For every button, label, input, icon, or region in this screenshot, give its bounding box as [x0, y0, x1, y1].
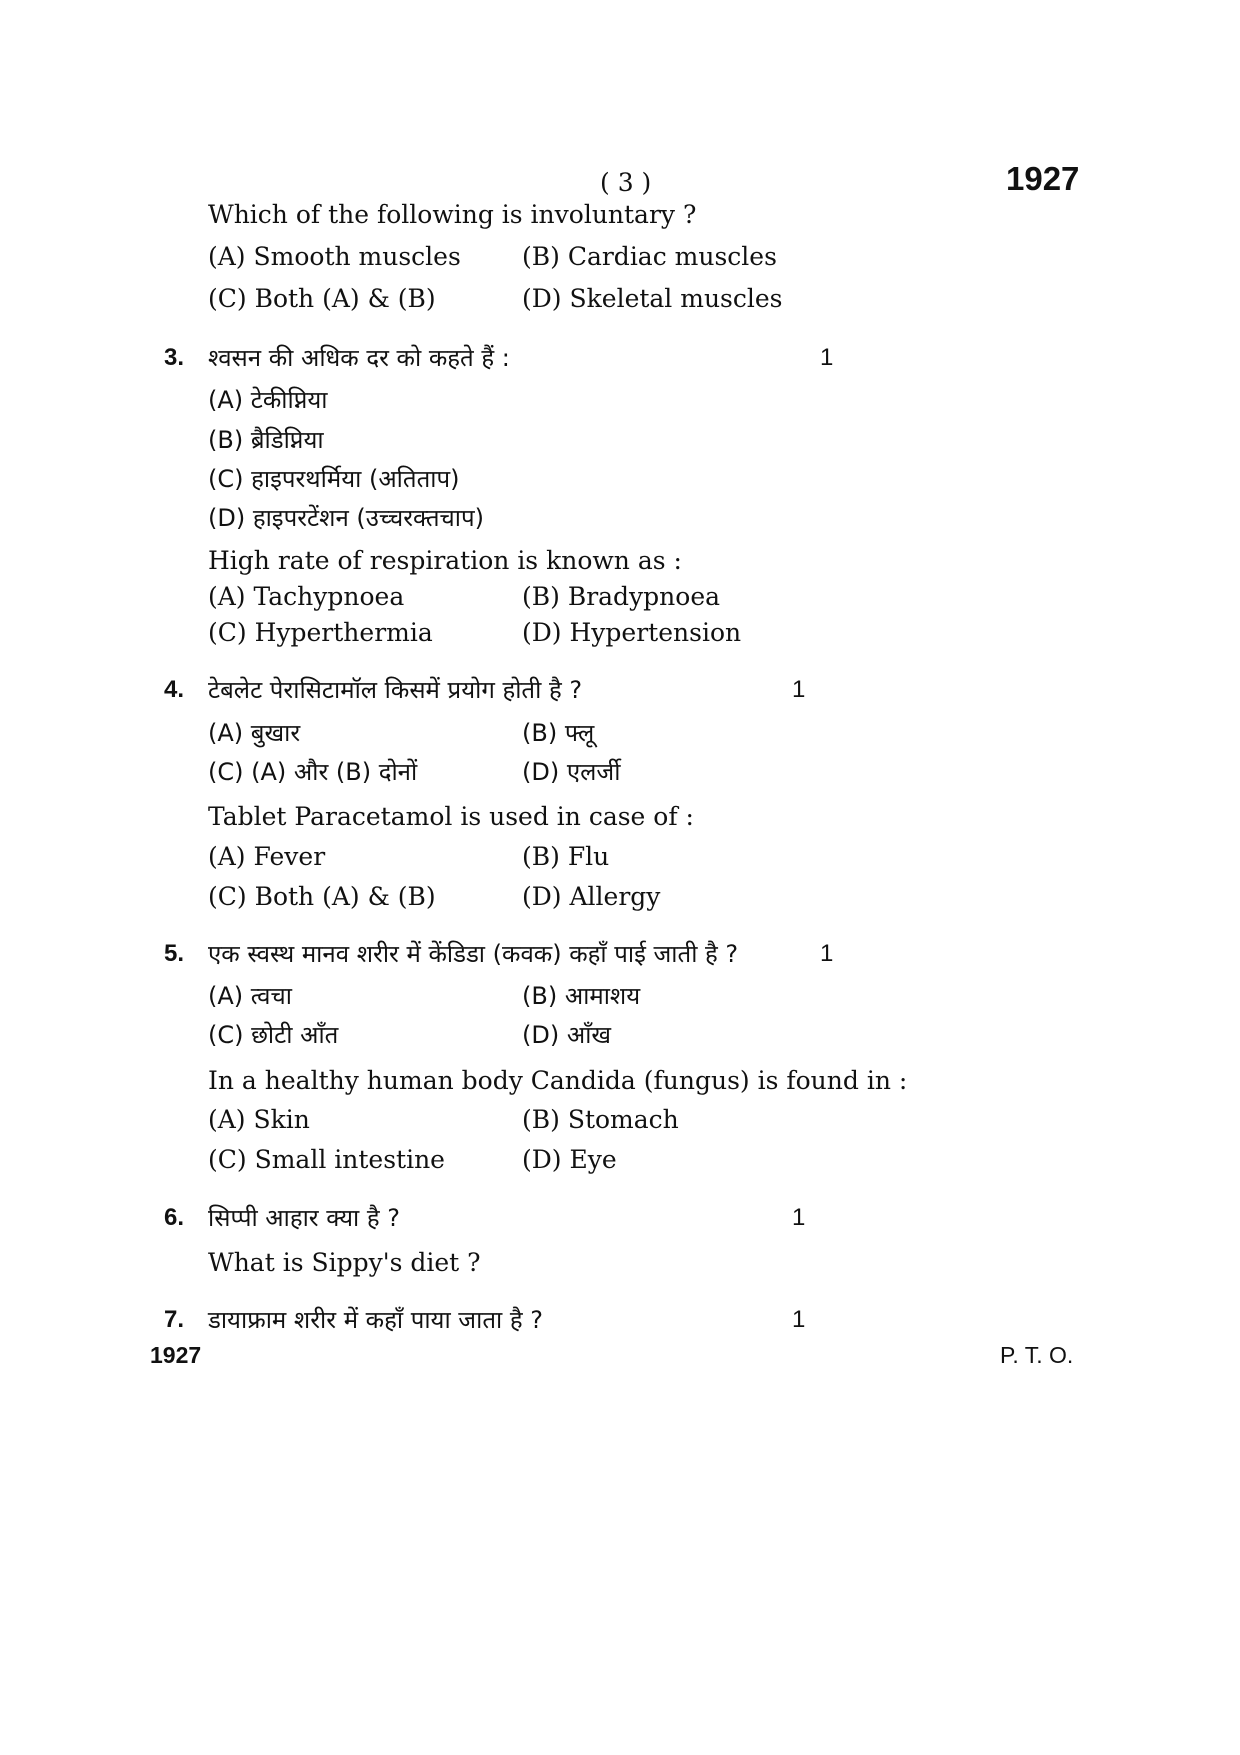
- q3-number: 3.: [164, 344, 185, 371]
- q4-english-option-d: (D) Allergy: [522, 882, 661, 911]
- q5-marks: 1: [820, 940, 834, 967]
- q5-number: 5.: [164, 940, 185, 967]
- q2-option-a: (A) Smooth muscles: [208, 242, 461, 271]
- q3-english-option-c: (C) Hyperthermia: [208, 618, 433, 647]
- q2-english-text: Which of the following is involuntary ?: [208, 200, 697, 229]
- q5-hindi-option-a: (A) त्वचा: [208, 982, 292, 1010]
- q6-hindi-text: सिप्पी आहार क्या है ?: [208, 1204, 400, 1232]
- q5-hindi-option-b: (B) आमाशय: [522, 982, 641, 1010]
- q3-marks: 1: [820, 344, 834, 371]
- q7-marks: 1: [792, 1306, 806, 1333]
- q3-english-option-a: (A) Tachypnoea: [208, 582, 405, 611]
- q4-hindi-text: टेबलेट पेरासिटामॉल किसमें प्रयोग होती है ?: [208, 676, 583, 704]
- q4-english-text: Tablet Paracetamol is used in case of :: [208, 802, 694, 831]
- q7-hindi-text: डायाफ्राम शरीर में कहाँ पाया जाता है ?: [208, 1306, 543, 1334]
- q6-marks: 1: [792, 1204, 806, 1231]
- q5-english-text: In a healthy human body Candida (fungus) is found in :: [208, 1066, 908, 1095]
- q3-english-option-b: (B) Bradypnoea: [522, 582, 721, 611]
- q5-english-option-c: (C) Small intestine: [208, 1145, 445, 1174]
- q3-english-option-d: (D) Hypertension: [522, 618, 742, 647]
- q4-hindi-option-c: (C) (A) और (B) दोनों: [208, 758, 418, 786]
- q4-hindi-option-d: (D) एलर्जी: [522, 758, 621, 786]
- q5-hindi-text: एक स्वस्थ मानव शरीर में केंडिडा (कवक) कहाँ पाई जाती है ?: [208, 940, 739, 968]
- q2-option-c: (C) Both (A) & (B): [208, 284, 436, 313]
- q4-english-option-c: (C) Both (A) & (B): [208, 882, 436, 911]
- q2-option-b: (B) Cardiac muscles: [522, 242, 777, 271]
- page-number: ( 3 ): [600, 168, 652, 197]
- q3-hindi-option-b: (B) ब्रैडिप्निया: [208, 426, 324, 454]
- q7-number: 7.: [164, 1306, 185, 1333]
- q3-hindi-option-a: (A) टेकीप्निया: [208, 386, 328, 414]
- q4-marks: 1: [792, 676, 806, 703]
- q4-number: 4.: [164, 676, 185, 703]
- q4-hindi-option-b: (B) फ्लू: [522, 719, 595, 747]
- q6-english-text: What is Sippy's diet ?: [208, 1248, 481, 1277]
- q3-hindi-option-d: (D) हाइपरटेंशन (उच्चरक्तचाप): [208, 504, 485, 532]
- q5-hindi-option-c: (C) छोटी आँत: [208, 1021, 339, 1049]
- footer-pto: P. T. O.: [1000, 1342, 1074, 1368]
- q5-english-option-b: (B) Stomach: [522, 1105, 679, 1134]
- q2-option-d: (D) Skeletal muscles: [522, 284, 783, 313]
- q6-number: 6.: [164, 1204, 185, 1231]
- q4-english-option-a: (A) Fever: [208, 842, 326, 871]
- q3-english-text: High rate of respiration is known as :: [208, 546, 682, 575]
- q4-hindi-option-a: (A) बुखार: [208, 719, 301, 747]
- q4-english-option-b: (B) Flu: [522, 842, 610, 871]
- q5-hindi-option-d: (D) आँख: [522, 1021, 611, 1049]
- q3-hindi-option-c: (C) हाइपरथर्मिया (अतिताप): [208, 465, 460, 493]
- footer-paper-code: 1927: [150, 1342, 202, 1368]
- q5-english-option-a: (A) Skin: [208, 1105, 310, 1134]
- q3-hindi-text: श्वसन की अधिक दर को कहते हैं :: [208, 344, 510, 372]
- paper-code: 1927: [1006, 160, 1080, 197]
- q5-english-option-d: (D) Eye: [522, 1145, 617, 1174]
